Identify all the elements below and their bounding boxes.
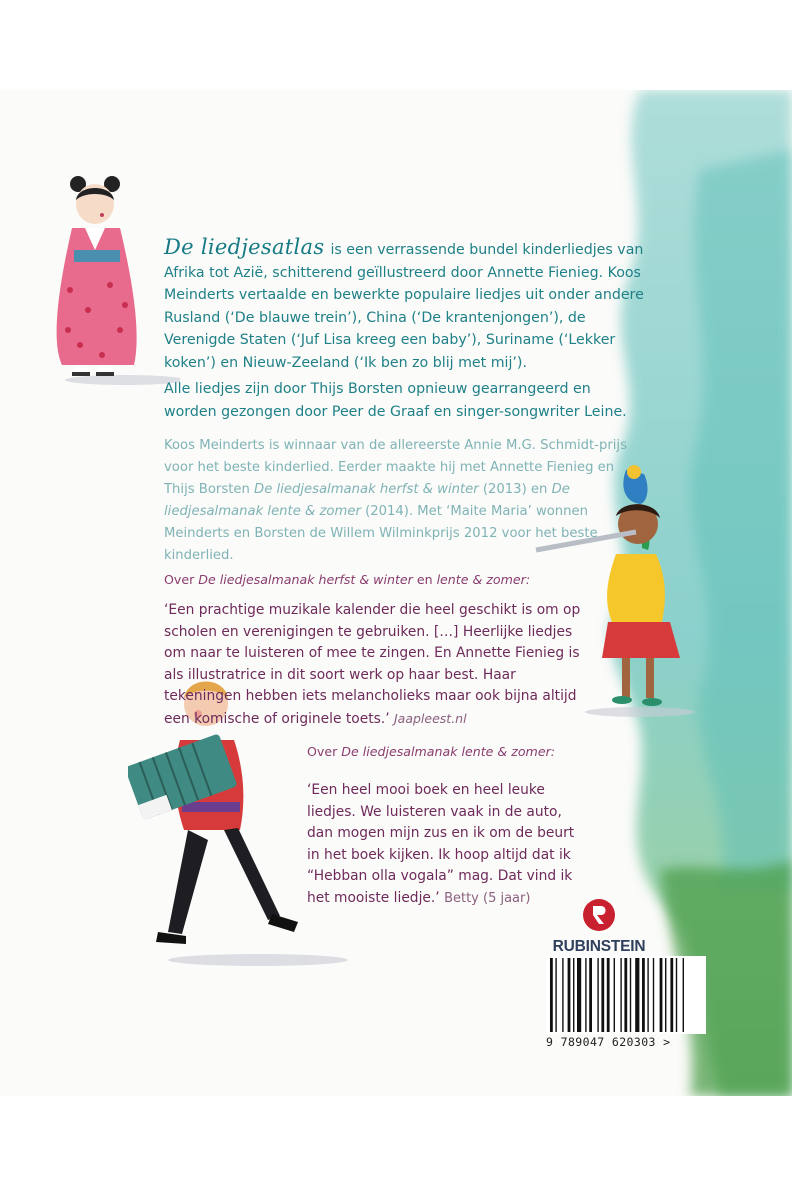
review1-source: Jaapleest.nl bbox=[393, 710, 467, 726]
barcode-bar bbox=[647, 958, 648, 1032]
barcode-bar bbox=[683, 958, 684, 1032]
author-text-3: (2014). Met ‘Maite Maria’ wonnen Meinderts en Borsten de Willem Wilminkprijs 2012 voor het beste kinderlied. bbox=[164, 504, 598, 563]
review2-quote-text: ‘Een heel mooi boek en heel leuke liedjes. We luisteren vaak in de auto, dan mogen mijn zus en ik om de beurt in het boek kijken. Ik hoop altijd dat ik “Hebban olla vogala” mag. Dat vind ik het mooiste liedje.’ bbox=[307, 782, 575, 906]
author-text-2: (2013) en bbox=[478, 482, 552, 497]
barcode-bar bbox=[589, 958, 592, 1032]
review1-quote bbox=[164, 600, 594, 730]
barcode-bar bbox=[555, 958, 556, 1032]
arrangement-paragraph: Alle liedjes zijn door Thijs Borsten opnieuw gearrangeerd en worden gezongen door Peer de Graaf en singer-songwriter Leine. bbox=[164, 381, 627, 420]
barcode-bar bbox=[607, 958, 610, 1032]
review2-title: De liedjesalmanak lente & zomer: bbox=[341, 744, 555, 759]
barcode-bar bbox=[620, 958, 621, 1032]
barcode-bar bbox=[601, 958, 604, 1032]
barcode-bar bbox=[624, 958, 627, 1032]
barcode-bar bbox=[676, 958, 677, 1032]
author-text-1: Koos Meinderts is winnaar van de allereerste Annie M.G. Schmidt-prijs voor het beste kinderlied. Eerder maakte hij met Annette Fienieg en Thijs Borsten bbox=[164, 438, 627, 497]
barcode-bar bbox=[653, 958, 654, 1032]
kimono-girl-illustration bbox=[40, 170, 180, 390]
barcode-bar bbox=[550, 958, 553, 1032]
barcode-bar bbox=[585, 958, 586, 1032]
intro-paragraph bbox=[164, 236, 654, 374]
review1-title2: lente & zomer: bbox=[436, 572, 531, 587]
book-back-cover bbox=[0, 90, 792, 1096]
review1-heading bbox=[164, 570, 584, 590]
intro-text: is een verrassende bundel kinderliedjes van Afrika tot Azië, schitterend geïllustreerd door Annette Fienieg. Koos Meinderts vertaalde en bewerkte populaire liedjes uit onder andere Rusland (‘De blauwe trein’), China (‘De krantenjongen’), de Verenigde Staten (‘Juf Lisa kreeg een baby’), Suriname (‘Lekker koken’) en Nieuw-Zeeland (‘Ik ben zo blij met mij’). bbox=[164, 242, 644, 371]
review1-mid: en bbox=[412, 572, 437, 587]
barcode-bar bbox=[635, 958, 639, 1032]
book-title: De liedjesatlas bbox=[164, 235, 325, 259]
barcode bbox=[546, 956, 706, 1034]
review2-heading bbox=[307, 742, 607, 762]
book-ref-1: De liedjesalmanak herfst & winter bbox=[254, 482, 479, 497]
review1-prefix: Over bbox=[164, 572, 199, 587]
barcode-bar bbox=[630, 958, 631, 1032]
barcode-bar bbox=[670, 958, 673, 1032]
publisher-logo bbox=[552, 898, 646, 956]
barcode-bar bbox=[660, 958, 663, 1032]
barcode-bar bbox=[573, 958, 574, 1032]
book-ref-2: De liedjesalmanak lente & zomer bbox=[164, 482, 570, 519]
review1-title: De liedjesalmanak herfst & winter bbox=[198, 572, 413, 587]
review2-prefix: Over bbox=[307, 744, 342, 759]
publisher-name: RUBINSTEIN bbox=[552, 938, 646, 955]
barcode-bar bbox=[568, 958, 571, 1032]
isbn-number: 9 789047 620303 > bbox=[546, 1035, 671, 1049]
rubinstein-logo-icon bbox=[582, 898, 616, 932]
author-paragraph bbox=[164, 435, 644, 567]
review2-quote bbox=[307, 780, 577, 909]
barcode-bar bbox=[597, 958, 598, 1032]
barcode-bar bbox=[614, 958, 615, 1032]
review2-source: Betty (5 jaar) bbox=[444, 890, 531, 906]
barcode-bar bbox=[577, 958, 581, 1032]
barcode-bar bbox=[665, 958, 666, 1032]
review1-quote-text: ‘Een prachtige muzikale kalender die heel geschikt is om op scholen en verenigingen te gebruiken. […] Heerlijke liedjes om naar te luisteren of mee te zingen. En Annette Fienieg is als illustratrice in dit soort werk op haar best. Haar tekeningen hebben iets melancholieks maar ook bijna altijd een komische of originele toets.’ bbox=[164, 602, 581, 727]
barcode-bar bbox=[642, 958, 645, 1032]
barcode-bar bbox=[562, 958, 563, 1032]
